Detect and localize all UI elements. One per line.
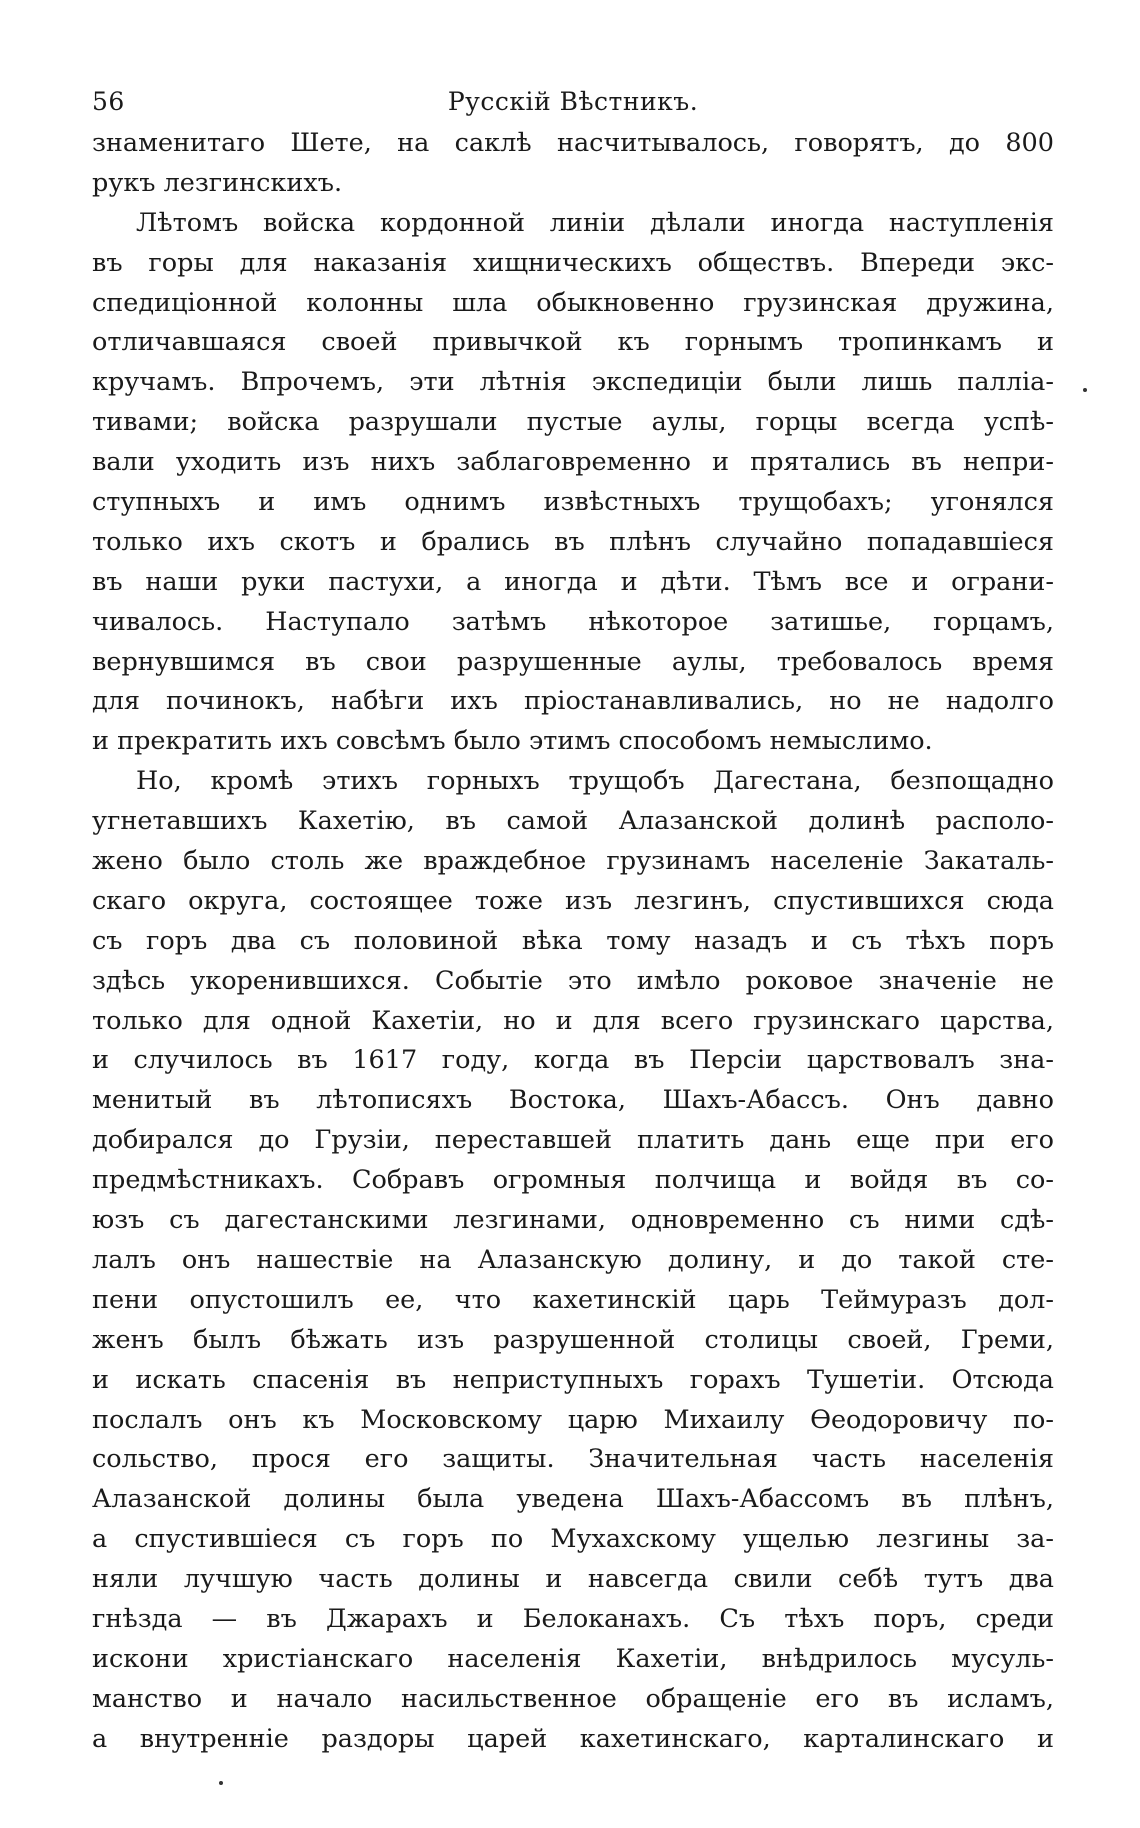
text-line: только для одной Кахетіи, но и для всего грузинскаго царства, [92,1005,1054,1036]
print-speck [219,1781,223,1785]
text-line: Алазанской долины была уведена Шахъ-Абассомъ въ плѣнъ, [92,1484,1054,1515]
text-line: въ горы для наказанія хищническихъ обществъ. Впереди экс- [92,247,1054,278]
text-line: съ горъ два съ половиной вѣка тому назадъ и съ тѣхъ поръ [92,925,1054,956]
text-line: спедиціонной колонны шла обыкновенно грузинская дружина, [92,287,1054,318]
text-line: въ наши руки пастухи, а иногда и дѣти. Тѣмъ все и ограни- [92,566,1054,597]
paragraph [92,762,1054,1759]
text-line: здѣсь укоренившихся. Событіе это имѣло роковое значеніе не [92,965,1054,996]
text-line: послалъ онъ къ Московскому царю Михаилу Ѳеодоровичу по- [92,1404,1054,1435]
text-line: манство и начало насильственное обращеніе его въ исламъ, [92,1683,1054,1714]
book-page [92,82,1054,1760]
text-line: жено было столь же враждебное грузинамъ населеніе Закаталь- [92,846,1054,877]
text-line: сольство, прося его защиты. Значительная часть населенія [92,1444,1054,1475]
text-line: для починокъ, набѣги ихъ пріостанавливались, но не надолго [92,686,1054,717]
text-line: и искать спасенія въ неприступныхъ горахъ Тушетіи. Отсюда [92,1364,1054,1395]
text-line: Но, кромѣ этихъ горныхъ трущобъ Дагестана, безпощадно [136,766,1054,797]
text-line: а спустившіеся съ горъ по Мухахскому ущелью лезгины за- [92,1524,1054,1555]
text-line: добирался до Грузіи, переставшей платить дань еще при его [92,1125,1054,1156]
text-line: лалъ онъ нашествіе на Алазанскую долину, и до такой сте- [92,1244,1054,1275]
page-number: 56 [92,87,125,116]
text-line: и прекратить ихъ совсѣмъ было этимъ способомъ немыслимо. [92,726,933,757]
text-line: рукъ лезгинскихъ. [92,167,343,198]
text-line: кручамъ. Впрочемъ, эти лѣтнія экспедиціи были лишь палліа- [92,367,1054,398]
body-text [92,124,1054,1760]
text-line: скаго округа, состоящее тоже изъ лезгинъ, спустившихся сюда [92,885,1054,916]
text-line: а внутренніе раздоры царей кахетинскаго, карталинскаго и [92,1723,1054,1754]
text-line: тивами; войска разрушали пустые аулы, горцы всегда успѣ- [92,407,1054,438]
text-line: няли лучшую часть долины и навсегда свили себѣ тутъ два [92,1564,1054,1595]
text-line: угнетавшихъ Кахетію, въ самой Алазанской долинѣ располо- [92,806,1054,837]
text-line: юзъ съ дагестанскими лезгинами, одновременно съ ними сдѣ- [92,1205,1054,1236]
text-line: гнѣзда — въ Джарахъ и Белоканахъ. Съ тѣхъ поръ, среди [92,1603,1054,1634]
text-line: менитый въ лѣтописяхъ Востока, Шахъ-Абассъ. Онъ давно [92,1085,1054,1116]
text-line: женъ былъ бѣжать изъ разрушенной столицы своей, Греми, [92,1324,1054,1355]
text-line: искони христіанскаго населенія Кахетіи, внѣдрилось мусуль- [92,1643,1054,1674]
text-line: чивалось. Наступало затѣмъ нѣкоторое затишье, горцамъ, [92,606,1054,637]
text-line: предмѣстникахъ. Собравъ огромныя полчища и войдя въ со- [92,1165,1054,1196]
paragraph [92,204,1054,762]
text-line: отличавшаяся своей привычкой къ горнымъ тропинкамъ и [92,327,1054,358]
text-line: вернувшимся въ свои разрушенные аулы, требовалось время [92,646,1054,677]
text-line: вали уходить изъ нихъ заблаговременно и прятались въ непри- [92,447,1054,478]
text-line: Лѣтомъ войска кордонной линіи дѣлали иногда наступленія [136,207,1054,238]
print-speck [1083,388,1087,392]
paragraph [92,124,1054,204]
text-line: пени опустошилъ ее, что кахетинскій царь Теймуразъ дол- [92,1284,1054,1315]
page-header [92,82,1054,122]
text-line: только ихъ скотъ и брались въ плѣнъ случайно попадавшіеся [92,526,1054,557]
text-line: ступныхъ и имъ однимъ извѣстныхъ трущобахъ; угонялся [92,487,1054,518]
text-line: знаменитаго Шете, на саклѣ насчитывалось, говорятъ, до 800 [92,128,1054,158]
running-title: Русскій Вѣстникъ. [447,87,699,116]
text-line: и случилось въ 1617 году, когда въ Персіи царствовалъ зна- [92,1045,1054,1076]
